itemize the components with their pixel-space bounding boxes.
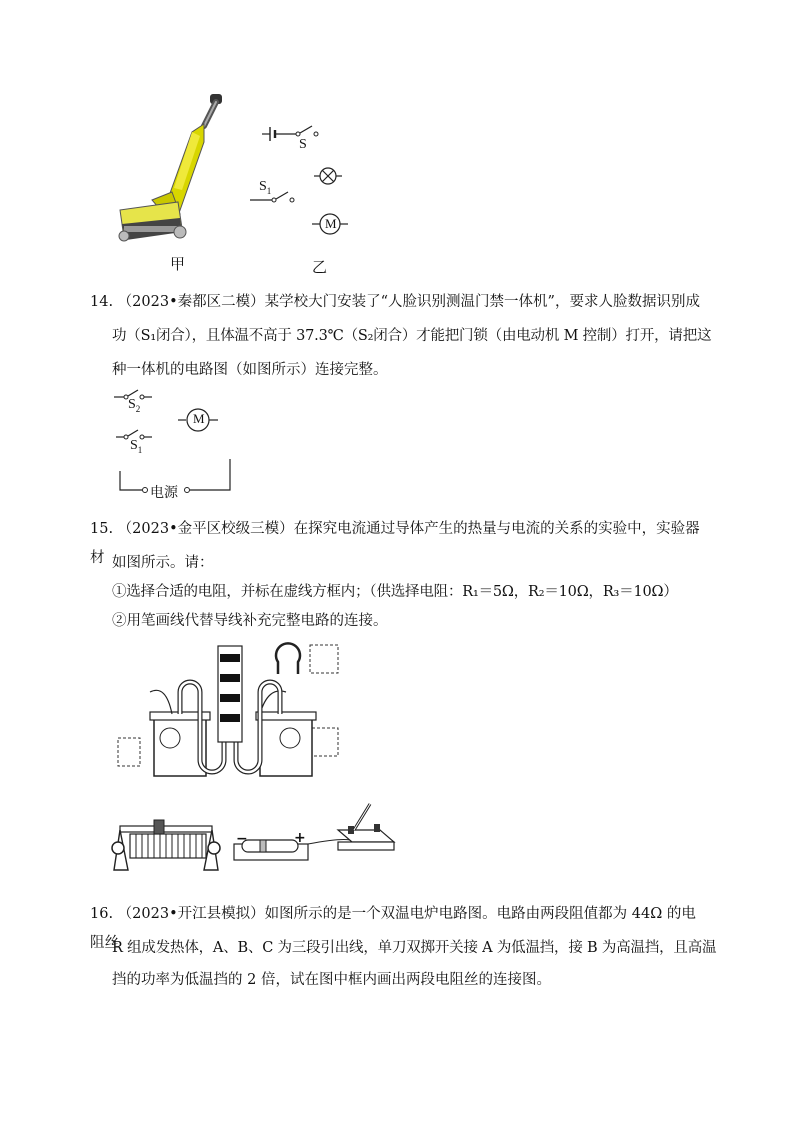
circuit-components-diagram [250,118,360,238]
q14-power-label: 电源 [150,485,178,501]
q15-source: （2023•金平区校级三模） [117,521,294,537]
q15-item1: ①选择合适的电阻，并标在虚线方框内；（供选择电阻：R₁＝5Ω，R₂＝10Ω，R₃＝10Ω） [112,584,678,600]
q16-line2: R 组成发热体，A、B、C 为三段引出线，单刀双掷开关接 A 为低温挡，接 B 为高温挡，且高温 [112,940,717,956]
q15-number: 15. [90,521,114,537]
q14-text-1: 某学校大门安装了“人脸识别测温门禁一体机”，要求人脸数据识别成 [264,294,700,310]
q16-line3: 挡的功率为低温挡的 2 倍，试在图中框内画出两段电阻丝的连接图。 [112,972,551,988]
switch-s-label: S [299,137,307,152]
motor-label: M [325,216,337,231]
q15-line2: 如图所示。请： [112,555,214,571]
q15-circuit-equipment-diagram [110,800,400,875]
floor-scrubber-image [112,92,232,252]
q15-battery-plus-label: + [294,830,306,846]
q15-text-1: 在探究电流通过导体产生的热量与电流的关系的实验中，实验器材 [90,521,700,566]
q14-line3: 种一体机的电路图（如图所示）连接完整。 [112,362,388,378]
switch-s1-label: $S_1$ [259,179,272,196]
caption-yi: 乙 [312,258,328,276]
figure-13 [0,0,800,285]
q14-s2-label: $S_2$ [128,397,141,414]
q15-heating-apparatus-diagram [110,640,350,780]
q15-item2: ②用笔画线代替导线补充完整电路的连接。 [112,613,388,629]
q14-motor-label: M [193,411,205,426]
q14-line2: 功（S₁闭合），且体温不高于 37.3℃（S₂闭合）才能把门锁（由电动机 M 控制）打开，请把这 [112,328,712,344]
q14-number: 14. [90,294,114,310]
q16-text-1: 如图所示的是一个双温电炉电路图。电路由两段阻值都为 44Ω 的电阻丝 [90,906,696,951]
q15-battery-minus-label: − [236,831,248,847]
q16-source: （2023•开江县模拟） [117,906,265,922]
q14-line1 [90,288,710,317]
q16-number: 16. [90,906,114,922]
q14-source: （2023•秦都区二模） [117,294,265,310]
q14-s1-label: $S_1$ [130,438,143,455]
caption-jia: 甲 [170,255,186,273]
